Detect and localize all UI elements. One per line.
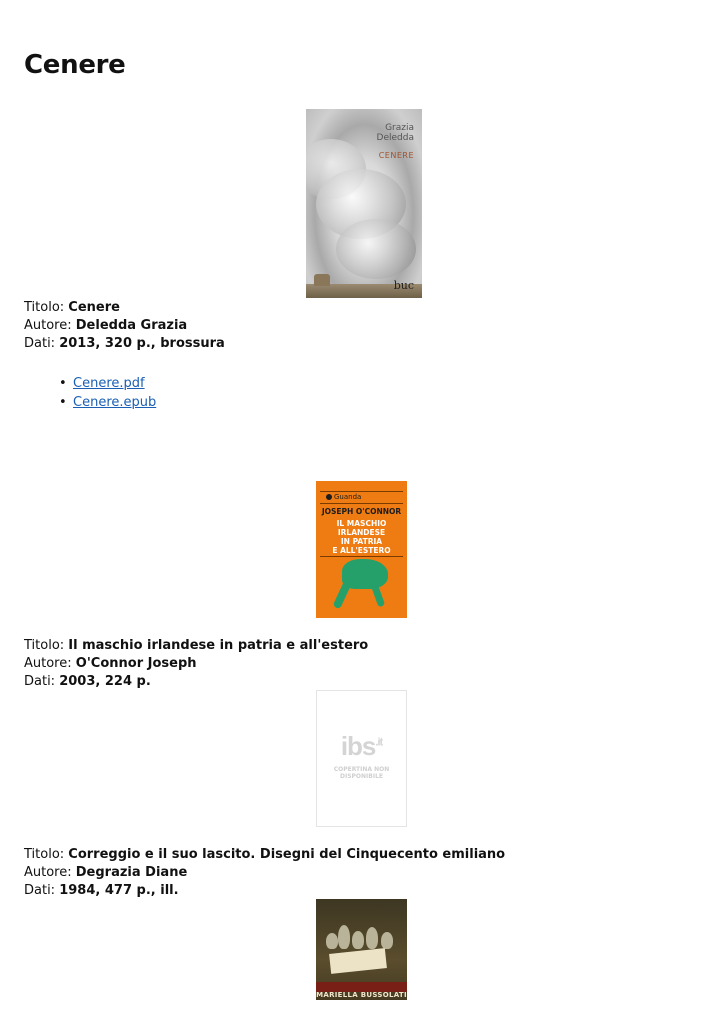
download-link-epub[interactable]: Cenere.epub (73, 395, 157, 410)
book-data-row: Dati: 2003, 224 p. (24, 674, 151, 689)
figure-shape (342, 559, 388, 589)
list-item (59, 393, 156, 412)
book-cover-maschio-irlandese[interactable] (316, 481, 407, 618)
book-author: O'Connor Joseph (75, 656, 197, 671)
book-data: 2003, 224 p. (59, 674, 151, 689)
book-title-row: Titolo: Correggio e il suo lascito. Disegni del Cinquecento emiliano (24, 847, 506, 862)
cover-title: CENERE (378, 151, 414, 160)
book-title: Il maschio irlandese in patria e all'estero (68, 638, 369, 653)
cover-publisher-logo: Guanda (326, 493, 361, 501)
cover-author: Grazia Deledda (376, 123, 414, 143)
cover-title: IL MASCHIO IRLANDESE IN PATRIA E ALL'ESTERO (332, 519, 391, 555)
book-author: Degrazia Diane (75, 865, 188, 880)
book-data: 1984, 477 p., ill. (59, 883, 179, 898)
book-author-row: Autore: Degrazia Diane (24, 865, 188, 880)
book-title-row: Titolo: Cenere (24, 300, 120, 315)
cover-author: MARIELLA BUSSOLATI (316, 991, 407, 999)
book-cover-cenere[interactable] (306, 109, 422, 298)
book-cover-bussolati[interactable] (316, 899, 407, 1000)
download-list (59, 374, 156, 412)
cover-not-available-text: COPERTINA NON DISPONIBILE (333, 766, 390, 780)
cover-author: JOSEPH O'CONNOR (321, 507, 402, 516)
book-info-3 (24, 846, 505, 900)
book-title-row: Titolo: Il maschio irlandese in patria e all'estero (24, 638, 369, 653)
cover-blurb (322, 904, 401, 908)
book-author: Deledda Grazia (75, 318, 188, 333)
download-link-pdf[interactable]: Cenere.pdf (73, 376, 145, 391)
book-author-row: Autore: O'Connor Joseph (24, 656, 197, 671)
book-info-2 (24, 637, 368, 691)
page-title: Cenere (24, 50, 126, 80)
book-title: Correggio e il suo lascito. Disegni del Cinquecento emiliano (68, 847, 506, 862)
cloud-shape (336, 219, 416, 279)
book-data-row: Dati: 1984, 477 p., ill. (24, 883, 179, 898)
book-title: Cenere (68, 300, 120, 315)
cover-label (329, 948, 387, 974)
book-cover-placeholder[interactable] (316, 690, 407, 827)
list-item (59, 374, 156, 393)
cover-publisher-logo: buc (393, 279, 414, 292)
book-author-row: Autore: Deledda Grazia (24, 318, 188, 333)
trees-illustration (326, 923, 398, 949)
ibs-logo: ibs$^{.it}$ (340, 731, 383, 761)
book-data: 2013, 320 p., brossura (59, 336, 225, 351)
book-data-row: Dati: 2013, 320 p., brossura (24, 336, 225, 351)
tower-shape (314, 274, 330, 286)
book-info-1 (24, 299, 225, 353)
